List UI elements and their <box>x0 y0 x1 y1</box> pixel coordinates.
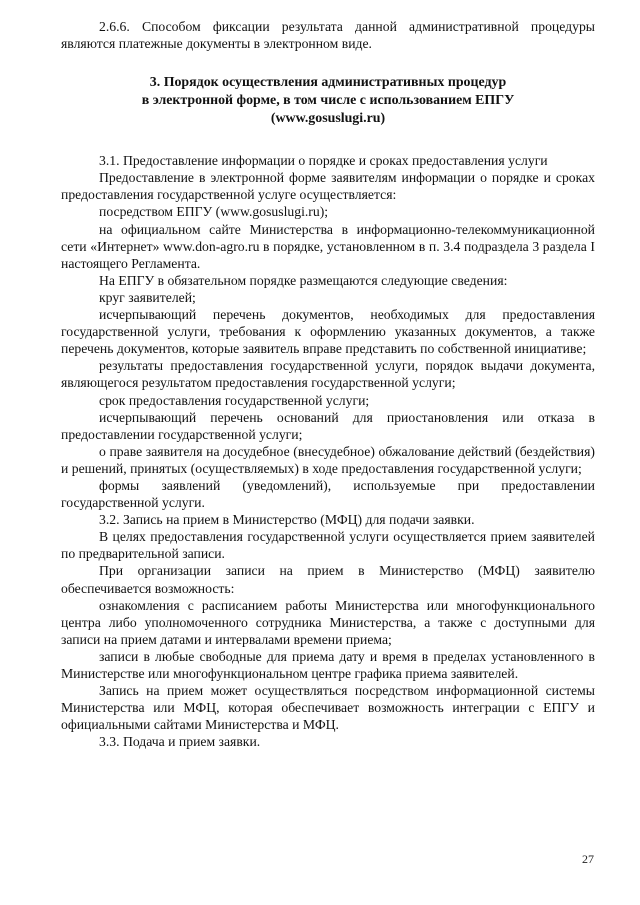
paragraph: 3.2. Запись на прием в Министерство (МФЦ) для подачи заявки. <box>99 512 475 528</box>
section-heading-line3: (www.gosuslugi.ru) <box>270 111 386 127</box>
document-page <box>61 18 595 750</box>
paragraph: Предоставление в электронной форме заявителям информации о порядке и сроках предоставления государственной услуге осуществляется: <box>61 170 595 203</box>
paragraph: посредством ЕПГУ (www.gosuslugi.ru); <box>99 204 329 220</box>
paragraph: 3.3. Подача и прием заявки. <box>99 734 261 750</box>
paragraph: исчерпывающий перечень документов, необходимых для предоставления государственной услуги, требования к оформлению указанных документов, а также перечень документов, которые заявитель вправе представить по собственной инициативе; <box>61 307 595 357</box>
paragraph: срок предоставления государственной услуги; <box>99 392 370 408</box>
paragraph: круг заявителей; <box>99 289 196 305</box>
intro-paragraph: 2.6.6. Способом фиксации результата данной административной процедуры являются платежные документы в электронном виде. <box>61 19 595 52</box>
paragraph: ознакомления с расписанием работы Министерства или многофункционального центра либо уполномоченного сотрудника Министерства, а также с доступными для записи на прием датами и интервалами времени приема; <box>61 597 595 647</box>
paragraph: Запись на прием может осуществляться посредством информационной системы Министерства или МФЦ, которая обеспечивает возможность интеграции с ЕПГУ и официальными сайтами Министерства и МФЦ. <box>61 683 595 733</box>
paragraph: исчерпывающий перечень оснований для приостановления или отказа в предоставлении государственной услуги; <box>61 409 595 442</box>
section-heading <box>61 74 595 128</box>
page-number: 27 <box>582 852 594 866</box>
paragraph: формы заявлений (уведомлений), используемые при предоставлении государственной услуги. <box>61 477 595 511</box>
paragraph: результаты предоставления государственной услуги, порядок выдачи документа, являющегося результатом предоставления государственной услуги; <box>61 358 595 391</box>
paragraph: на официальном сайте Министерства в информационно-телекоммуникационной сети «Интернет» www.don-agro.ru в порядке, установленном в п. 3.4 подраздела 3 раздела I настоящего Регламента. <box>61 221 595 271</box>
paragraph: 3.1. Предоставление информации о порядке и сроках предоставления услуги <box>99 153 548 169</box>
paragraph: На ЕПГУ в обязательном порядке размещаются следующие сведения: <box>99 272 508 288</box>
paragraph: При организации записи на прием в Министерство (МФЦ) заявителю обеспечивается возможность: <box>61 563 595 596</box>
section-heading-line2: в электронной форме, в том числе с использованием ЕПГУ <box>141 93 515 109</box>
paragraph: о праве заявителя на досудебное (внесудебное) обжалование действий (бездействия) и решений, принятых (осуществляемых) в ходе предоставления государственной услуги; <box>61 443 595 476</box>
section-heading-line1: 3. Порядок осуществления административных процедур <box>149 75 507 91</box>
paragraph: записи в любые свободные для приема дату и время в пределах установленного в Министерстве или многофункциональном центре графика приема заявителей. <box>61 648 595 681</box>
paragraph: В целях предоставления государственной услуги осуществляется прием заявителей по предварительной записи. <box>61 529 595 562</box>
